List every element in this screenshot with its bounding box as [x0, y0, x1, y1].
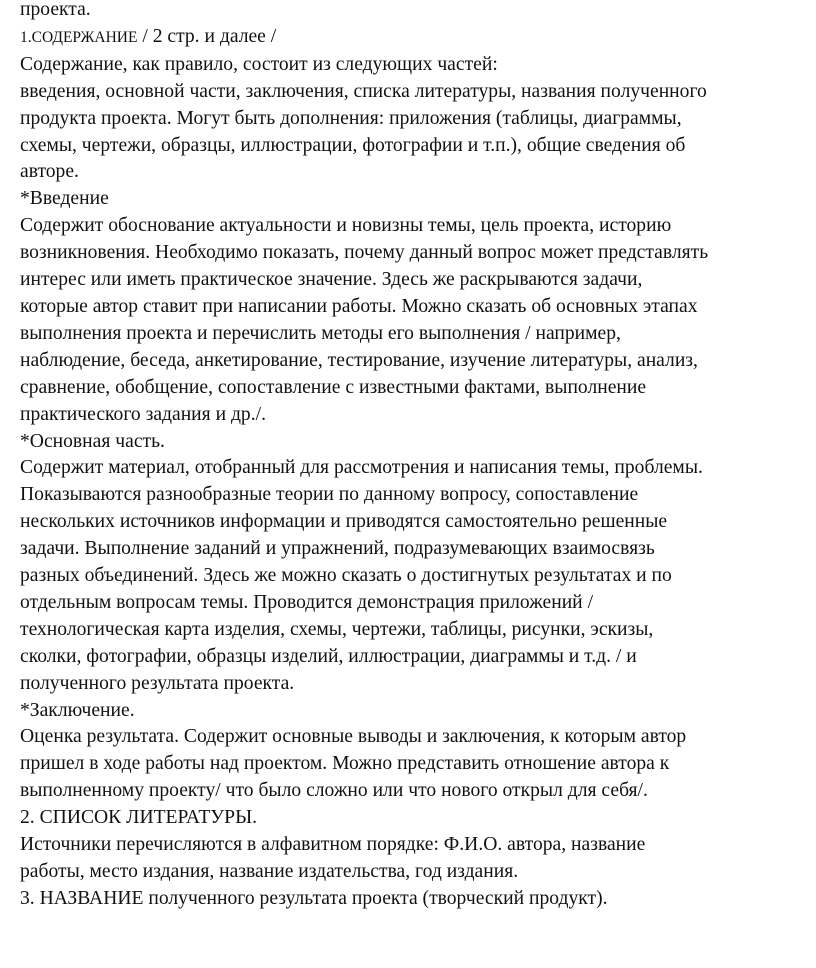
text-line-18: Показываются разнообразные теории по данному вопросу, сопоставление	[20, 484, 639, 506]
text-line-24: сколки, фотографии, образцы изделий, иллюстрации, диаграммы и т.д. / и	[20, 645, 637, 667]
text-line-8: Содержит обоснование актуальности и новизны темы, цель проекта, историю	[20, 215, 672, 237]
subheading-conclusion: *Заключение.	[20, 699, 135, 721]
section-1-heading	[20, 24, 810, 52]
text-line-14: сравнение, обобщение, сопоставление с известными фактами, выполнение	[20, 376, 647, 398]
text-line-23: технологическая карта изделия, схемы, чертежи, таблицы, рисунки, эскизы,	[20, 618, 654, 640]
text-line-2: Содержание, как правило, состоит из следующих частей:	[20, 53, 498, 75]
text-line-28: пришел в ходе работы над проектом. Можно представить отношение автора к	[20, 753, 670, 775]
subheading-introduction: *Введение	[20, 188, 109, 210]
text-line-22: отдельным вопросам темы. Проводится демонстрация приложений /	[20, 591, 594, 613]
text-line-21: разных объединений. Здесь же можно сказать о достигнутых результатах и по	[20, 565, 672, 587]
text-line-0: проекта.	[20, 0, 91, 20]
section-1-title: 1.СОДЕРЖАНИЕ	[20, 28, 138, 46]
text-line-15: практического задания и др./.	[20, 403, 266, 425]
text-line-6: авторе.	[20, 161, 79, 183]
section-2-heading: 2. СПИСОК ЛИТЕРАТУРЫ.	[20, 807, 258, 829]
text-line-31: Источники перечисляются в алфавитном порядке: Ф.И.О. автора, название	[20, 834, 646, 856]
text-line-4: продукта проекта. Могут быть дополнения: приложения (таблицы, диаграммы,	[20, 107, 682, 129]
document-page	[20, 0, 810, 913]
text-line-20: задачи. Выполнение заданий и упражнений, подразумевающих взаимосвязь	[20, 538, 655, 560]
text-line-3: введения, основной части, заключения, списка литературы, названия полученного	[20, 80, 707, 102]
text-line-13: наблюдение, беседа, анкетирование, тестирование, изучение литературы, анализ,	[20, 349, 698, 371]
text-line-25: полученного результата проекта.	[20, 672, 295, 694]
text-line-27: Оценка результата. Содержит основные выводы и заключения, к которым автор	[20, 726, 687, 748]
text-line-32: работы, место издания, название издательства, год издания.	[20, 861, 519, 882]
text-line-5: схемы, чертежи, образцы, иллюстрации, фотографии и т.п.), общие сведения об	[20, 134, 686, 156]
section-1-page-note: / 2 стр. и далее /	[137, 25, 277, 47]
text-line-9: возникновения. Необходимо показать, почему данный вопрос может представлять	[20, 242, 709, 264]
text-line-29: выполненному проекту/ что было сложно или что нового открыл для себя/.	[20, 780, 648, 802]
section-3-heading: 3. НАЗВАНИЕ полученного результата проекта (творческий продукт).	[20, 887, 608, 909]
text-line-12: выполнения проекта и перечислить методы его выполнения / например,	[20, 322, 621, 344]
text-line-10: интерес или иметь практическое значение. Здесь же раскрываются задачи,	[20, 269, 643, 291]
subheading-main-part: *Основная часть.	[20, 430, 165, 452]
text-line-11: которые автор ставит при написании работы. Можно сказать об основных этапах	[20, 295, 698, 317]
text-line-17: Содержит материал, отобранный для рассмотрения и написания темы, проблемы.	[20, 457, 703, 479]
text-line-19: нескольких источников информации и приводятся самостоятельно решенные	[20, 511, 668, 533]
